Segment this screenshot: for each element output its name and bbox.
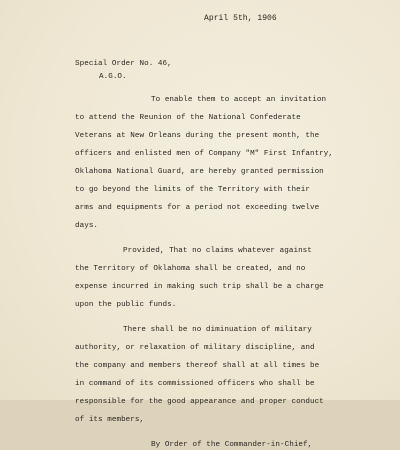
body-line: To enable them to accept an invitation: [151, 96, 327, 104]
body-line: the Territory of Oklahoma shall be created, and no: [75, 265, 306, 273]
body-line: There shall be no diminuation of military: [123, 326, 312, 334]
body-line: expense incurred in making such trip shall be a charge: [75, 283, 324, 291]
body-line: days.: [75, 222, 99, 230]
body-line: authority, or relaxation of military discipline, and: [75, 344, 315, 352]
body-line: to go beyond the limits of the Territory with their: [75, 186, 310, 194]
body-line: Veterans at New Orleans during the present month, the: [75, 132, 320, 140]
body-line: Provided, That no claims whatever against: [123, 247, 312, 255]
body-line: upon the public funds.: [75, 301, 177, 309]
special-order-number: Special Order No. 46,: [75, 60, 172, 68]
body-line: officers and enlisted men of Company "M" First Infantry,: [75, 150, 333, 158]
body-line: responsible for the good appearance and proper conduct: [75, 398, 324, 406]
body-line: arms and equipments for a period not exceeding twelve: [75, 204, 320, 212]
body-line: to attend the Reunion of the National Confederate: [75, 114, 301, 122]
body-line: Oklahoma National Guard, are hereby granted permission: [75, 168, 324, 176]
body-line: By Order of the Commander-in-Chief,: [151, 441, 313, 449]
office-abbreviation: A.G.O.: [99, 73, 127, 81]
body-line: of its members,: [75, 416, 145, 424]
body-line: the company and members thereof shall at all times be: [75, 362, 320, 370]
letter-date: April 5th, 1906: [204, 14, 277, 23]
body-line: in command of its commissioned officers who shall be: [75, 380, 315, 388]
